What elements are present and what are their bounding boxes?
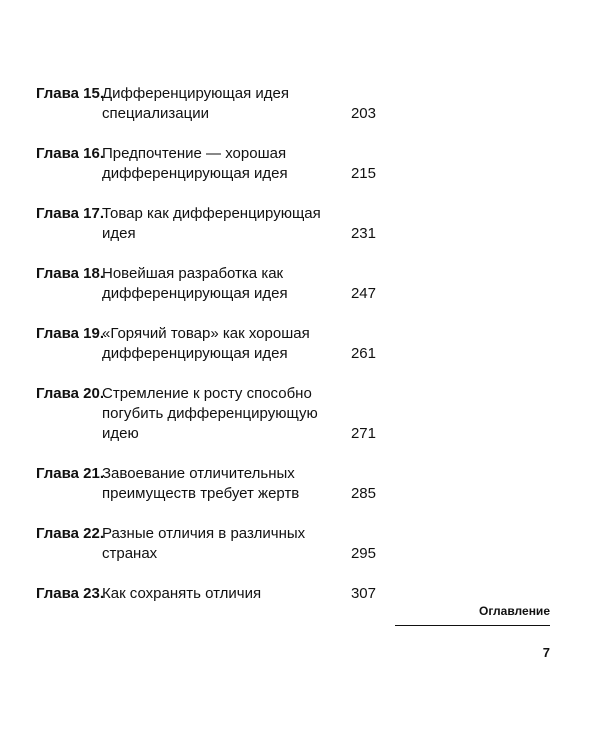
chapter-title: [102, 384, 318, 444]
page-number: 295: [350, 545, 376, 562]
chapter-title-line: дифференцирующая идея: [102, 345, 288, 362]
chapter-number: Глава 18.: [36, 265, 105, 282]
chapter-number: Глава 16.: [36, 145, 105, 162]
toc-entry: [36, 204, 376, 244]
chapter-title-line: погубить дифференцирующую: [102, 405, 318, 422]
chapter-title-line: специализации: [102, 105, 209, 122]
chapter-title-line: преимуществ требует жертв: [102, 485, 300, 502]
chapter-title: [102, 144, 312, 184]
chapter-title: [102, 264, 312, 304]
page-number: 231: [350, 225, 376, 242]
chapter-title-line: Предпочтение — хорошая: [102, 145, 287, 162]
chapter-number: Глава 20.: [36, 385, 105, 402]
chapter-title-line: идея: [102, 225, 136, 242]
chapter-number: Глава 15.: [36, 85, 105, 102]
toc-entry: [36, 144, 376, 184]
chapter-title-line: Как сохранять отличия: [102, 585, 262, 602]
page-number: 271: [350, 425, 376, 442]
chapter-title: [102, 464, 312, 504]
chapter-title: [102, 84, 312, 124]
toc-entry: [36, 524, 376, 564]
page-number: 261: [350, 345, 376, 362]
folio-page-number: 7: [542, 645, 550, 660]
chapter-title: [102, 524, 312, 564]
chapter-title-line: дифференцирующая идея: [102, 285, 288, 302]
chapter-number: Глава 21.: [36, 465, 105, 482]
chapter-number: Глава 22.: [36, 525, 105, 542]
chapter-title: [102, 584, 312, 604]
toc-entry: [36, 264, 376, 304]
chapter-title-line: Товар как дифференцирующая: [102, 205, 321, 222]
running-head-section: Оглавление: [395, 603, 550, 626]
chapter-title-line: «Горячий товар» как хорошая: [102, 325, 310, 342]
chapter-title-line: Дифференцирующая идея: [102, 85, 289, 102]
chapter-title: [102, 204, 321, 244]
chapter-number: Глава 17.: [36, 205, 105, 222]
chapter-title-line: Новейшая разработка как: [102, 265, 284, 282]
toc-entry: [36, 324, 376, 364]
page-number: 247: [350, 285, 376, 302]
toc-entry: [36, 464, 376, 504]
chapter-title-line: Стремление к росту способно: [102, 385, 312, 402]
chapter-title-line: странах: [102, 545, 158, 562]
chapter-title-line: дифференцирующая идея: [102, 165, 288, 182]
page-number: 285: [350, 485, 376, 502]
toc-entry: [36, 584, 376, 604]
page-number: 215: [350, 165, 376, 182]
chapter-title-line: Завоевание отличительных: [102, 465, 295, 482]
chapter-title: [102, 324, 312, 364]
toc-entry: [36, 84, 376, 124]
toc-entry: [36, 384, 376, 444]
chapter-number: Глава 19.: [36, 325, 105, 342]
chapter-title-line: Разные отличия в различных: [102, 525, 306, 542]
chapter-number: Глава 23.: [36, 585, 105, 602]
table-of-contents: [36, 84, 376, 624]
page-number: 203: [350, 105, 376, 122]
chapter-title-line: идею: [102, 425, 139, 442]
page-number: 307: [350, 585, 376, 602]
